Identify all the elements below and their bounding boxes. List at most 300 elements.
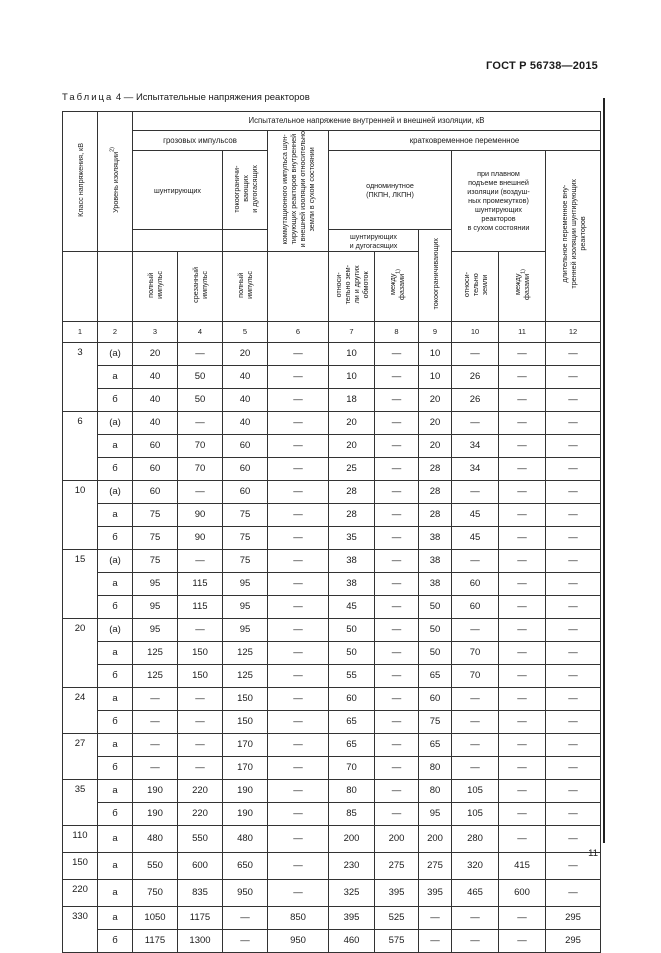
value-cell: 40 — [133, 388, 178, 411]
header-chopped-impulse: срезанный импульс — [178, 251, 223, 321]
insulation-level-cell: б — [98, 526, 133, 549]
value-cell: 95 — [419, 802, 452, 825]
table-row — [63, 687, 601, 710]
table-row — [63, 595, 601, 618]
value-cell: — — [375, 434, 419, 457]
value-cell: — — [499, 733, 546, 756]
value-cell: — — [178, 710, 223, 733]
table-row — [63, 503, 601, 526]
value-cell: 275 — [419, 852, 452, 879]
header-rel-ground: относи- тельно земли — [452, 251, 499, 321]
value-cell: — — [178, 480, 223, 503]
table-row — [63, 710, 601, 733]
value-cell: — — [546, 595, 601, 618]
value-cell: 60 — [223, 434, 268, 457]
value-cell: — — [178, 342, 223, 365]
header-class: Класс напряжения, кВ — [63, 112, 98, 252]
value-cell: — — [546, 434, 601, 457]
value-cell: — — [546, 879, 601, 906]
column-number: 9 — [419, 321, 452, 342]
value-cell: — — [133, 687, 178, 710]
value-cell: — — [546, 572, 601, 595]
value-cell: 190 — [223, 779, 268, 802]
value-cell: 75 — [419, 710, 452, 733]
value-cell: 50 — [419, 641, 452, 664]
value-cell: 28 — [419, 457, 452, 480]
value-cell: — — [375, 779, 419, 802]
value-cell: 150 — [178, 641, 223, 664]
value-cell: 550 — [178, 825, 223, 852]
value-cell: — — [268, 526, 329, 549]
value-cell: 600 — [499, 879, 546, 906]
value-cell: — — [452, 549, 499, 572]
value-cell: — — [546, 342, 601, 365]
table-row — [63, 480, 601, 503]
value-cell: — — [375, 687, 419, 710]
value-cell: 395 — [375, 879, 419, 906]
value-cell: — — [268, 641, 329, 664]
value-cell: — — [452, 756, 499, 779]
value-cell: 50 — [329, 618, 375, 641]
value-cell: — — [546, 802, 601, 825]
value-cell: 650 — [223, 852, 268, 879]
insulation-level-cell: а — [98, 434, 133, 457]
value-cell: 55 — [329, 664, 375, 687]
value-cell: — — [499, 595, 546, 618]
value-cell: — — [178, 549, 223, 572]
header-current-limiting-arc: токоограничи- вающих и дугогасящих — [223, 151, 268, 230]
value-cell: 325 — [329, 879, 375, 906]
value-cell: 45 — [452, 503, 499, 526]
value-cell: 26 — [452, 365, 499, 388]
insulation-level-cell: б — [98, 802, 133, 825]
value-cell: 85 — [329, 802, 375, 825]
value-cell: 750 — [133, 879, 178, 906]
value-cell: 1300 — [178, 929, 223, 952]
value-cell: — — [499, 641, 546, 664]
value-cell: — — [268, 365, 329, 388]
value-cell: — — [452, 906, 499, 929]
value-cell: 65 — [419, 733, 452, 756]
value-cell: — — [546, 710, 601, 733]
value-cell: 60 — [452, 572, 499, 595]
value-cell: — — [499, 434, 546, 457]
value-cell: 95 — [223, 618, 268, 641]
value-cell: 34 — [452, 457, 499, 480]
insulation-level-cell: (а) — [98, 618, 133, 641]
value-cell: — — [499, 549, 546, 572]
insulation-level-cell: (а) — [98, 549, 133, 572]
header-long-term: длительное переменное вну- тренней изоляции шунтирующих реакторов — [546, 151, 601, 322]
table-row — [63, 929, 601, 952]
value-cell: 200 — [419, 825, 452, 852]
value-cell: 20 — [329, 411, 375, 434]
value-cell: 65 — [329, 710, 375, 733]
voltage-class-cell: 27 — [63, 733, 98, 779]
value-cell: 150 — [223, 710, 268, 733]
value-cell: — — [268, 549, 329, 572]
value-cell: 20 — [329, 434, 375, 457]
value-cell: 200 — [329, 825, 375, 852]
value-cell: — — [268, 457, 329, 480]
value-cell: 105 — [452, 779, 499, 802]
value-cell: 60 — [133, 457, 178, 480]
header-between-phases-11: между фазами$^{1)}$ — [499, 251, 546, 321]
value-cell: 95 — [133, 595, 178, 618]
insulation-level-cell: (а) — [98, 411, 133, 434]
header-full-impulse: полный импульс — [133, 251, 178, 321]
value-cell: 10 — [419, 365, 452, 388]
value-cell: 850 — [268, 906, 329, 929]
value-cell: 460 — [329, 929, 375, 952]
value-cell: — — [546, 388, 601, 411]
voltage-class-cell: 6 — [63, 411, 98, 480]
table-row — [63, 802, 601, 825]
value-cell: 105 — [452, 802, 499, 825]
table-row — [63, 549, 601, 572]
value-cell: 20 — [419, 434, 452, 457]
value-cell: — — [375, 618, 419, 641]
value-cell: 295 — [546, 906, 601, 929]
value-cell: 125 — [223, 664, 268, 687]
value-cell: 28 — [329, 503, 375, 526]
insulation-level-cell: а — [98, 879, 133, 906]
value-cell: — — [223, 906, 268, 929]
value-cell: 395 — [419, 879, 452, 906]
value-cell: 190 — [133, 779, 178, 802]
test-voltage-table — [62, 111, 601, 953]
insulation-level-cell: а — [98, 503, 133, 526]
value-cell: 60 — [452, 595, 499, 618]
value-cell: 75 — [133, 503, 178, 526]
table-row — [63, 733, 601, 756]
value-cell: — — [546, 641, 601, 664]
insulation-level-cell: б — [98, 457, 133, 480]
value-cell: — — [452, 480, 499, 503]
column-number: 10 — [452, 321, 499, 342]
header-full-impulse-5: полный импульс — [223, 251, 268, 321]
value-cell: 125 — [133, 641, 178, 664]
value-cell: 10 — [329, 365, 375, 388]
insulation-level-cell: б — [98, 929, 133, 952]
value-cell: — — [268, 779, 329, 802]
value-cell: — — [268, 802, 329, 825]
value-cell: 95 — [133, 618, 178, 641]
value-cell: 45 — [452, 526, 499, 549]
value-cell: 125 — [133, 664, 178, 687]
value-cell: 115 — [178, 595, 223, 618]
voltage-class-cell: 35 — [63, 779, 98, 825]
value-cell: 415 — [499, 852, 546, 879]
value-cell: — — [375, 457, 419, 480]
value-cell: 1050 — [133, 906, 178, 929]
value-cell: 38 — [419, 526, 452, 549]
value-cell: 40 — [133, 411, 178, 434]
value-cell: 220 — [178, 779, 223, 802]
value-cell: 18 — [329, 388, 375, 411]
value-cell: — — [268, 756, 329, 779]
value-cell: 40 — [223, 388, 268, 411]
voltage-class-cell: 20 — [63, 618, 98, 687]
value-cell: — — [452, 411, 499, 434]
value-cell: 75 — [223, 526, 268, 549]
value-cell: 60 — [419, 687, 452, 710]
value-cell: 20 — [223, 342, 268, 365]
value-cell: 60 — [133, 480, 178, 503]
value-cell: — — [268, 595, 329, 618]
value-cell: — — [499, 480, 546, 503]
table-row — [63, 906, 601, 929]
value-cell: — — [546, 664, 601, 687]
value-cell: — — [268, 503, 329, 526]
table-row — [63, 526, 601, 549]
value-cell: — — [268, 434, 329, 457]
voltage-class-cell: 330 — [63, 906, 98, 952]
header-shunting: шунтирующих — [133, 151, 223, 230]
value-cell: 28 — [329, 480, 375, 503]
insulation-level-cell: (а) — [98, 480, 133, 503]
header-current-limiting: токоограничивающих — [419, 230, 452, 321]
value-cell: — — [499, 618, 546, 641]
table-row — [63, 342, 601, 365]
table-row — [63, 852, 601, 879]
value-cell: 125 — [223, 641, 268, 664]
table-row — [63, 879, 601, 906]
value-cell: — — [499, 664, 546, 687]
column-number: 5 — [223, 321, 268, 342]
value-cell: 25 — [329, 457, 375, 480]
value-cell: 70 — [452, 664, 499, 687]
value-cell: 50 — [329, 641, 375, 664]
insulation-level-cell: б — [98, 388, 133, 411]
value-cell: 295 — [546, 929, 601, 952]
value-cell: — — [268, 664, 329, 687]
value-cell: 170 — [223, 756, 268, 779]
value-cell: — — [452, 733, 499, 756]
insulation-level-cell: а — [98, 779, 133, 802]
value-cell: 28 — [419, 480, 452, 503]
value-cell: 950 — [223, 879, 268, 906]
value-cell: — — [268, 710, 329, 733]
table-row — [63, 388, 601, 411]
value-cell: — — [499, 779, 546, 802]
value-cell: 80 — [329, 779, 375, 802]
voltage-class-cell: 15 — [63, 549, 98, 618]
value-cell: — — [375, 710, 419, 733]
value-cell: — — [375, 572, 419, 595]
value-cell: 1175 — [178, 906, 223, 929]
value-cell: — — [452, 710, 499, 733]
value-cell: — — [499, 526, 546, 549]
header-rel-ground-windings: относи- тельно зем- ли и других обмоток — [329, 251, 375, 321]
value-cell: — — [499, 687, 546, 710]
value-cell: — — [375, 526, 419, 549]
value-cell: — — [546, 549, 601, 572]
value-cell: 550 — [133, 852, 178, 879]
value-cell: — — [546, 480, 601, 503]
insulation-level-cell: б — [98, 756, 133, 779]
value-cell: 75 — [223, 503, 268, 526]
caption-label: Таблица — [62, 92, 114, 103]
voltage-class-cell: 150 — [63, 852, 98, 879]
value-cell: 26 — [452, 388, 499, 411]
value-cell: — — [499, 802, 546, 825]
value-cell: 200 — [375, 825, 419, 852]
voltage-class-cell: 10 — [63, 480, 98, 549]
column-number: 12 — [546, 321, 601, 342]
value-cell: — — [452, 929, 499, 952]
value-cell: — — [268, 572, 329, 595]
value-cell: 20 — [419, 411, 452, 434]
value-cell: — — [178, 733, 223, 756]
value-cell: 1175 — [133, 929, 178, 952]
table-row — [63, 457, 601, 480]
value-cell: 90 — [178, 526, 223, 549]
insulation-level-cell: б — [98, 595, 133, 618]
value-cell: 50 — [178, 388, 223, 411]
value-cell: — — [499, 825, 546, 852]
value-cell: — — [419, 929, 452, 952]
value-cell: — — [375, 641, 419, 664]
insulation-level-cell: а — [98, 641, 133, 664]
insulation-level-cell: а — [98, 825, 133, 852]
value-cell: — — [375, 595, 419, 618]
value-cell: — — [546, 779, 601, 802]
header-lightning: грозовых импульсов — [133, 131, 268, 151]
value-cell: 75 — [223, 549, 268, 572]
margin-rule — [603, 98, 605, 843]
insulation-level-cell: а — [98, 572, 133, 595]
value-cell: — — [499, 756, 546, 779]
value-cell: 40 — [133, 365, 178, 388]
column-number: 8 — [375, 321, 419, 342]
table-row — [63, 756, 601, 779]
value-cell: — — [499, 365, 546, 388]
value-cell: — — [375, 549, 419, 572]
value-cell: — — [375, 480, 419, 503]
voltage-class-cell: 110 — [63, 825, 98, 852]
header-smooth-rise: при плавном подъеме внешней изоляции (воздуш- ных промежутков) шунтирующих реакторов в сухом состоянии — [452, 151, 546, 252]
value-cell: — — [268, 733, 329, 756]
value-cell: — — [546, 526, 601, 549]
value-cell: — — [546, 411, 601, 434]
value-cell: — — [268, 687, 329, 710]
header-between-phases: между фазами$^{1)}$ — [375, 251, 419, 321]
table-row — [63, 825, 601, 852]
value-cell: — — [133, 756, 178, 779]
value-cell: 38 — [419, 572, 452, 595]
value-cell: — — [546, 852, 601, 879]
gost-header: ГОСТ Р 56738—2015 — [486, 60, 598, 72]
value-cell: — — [546, 618, 601, 641]
value-cell: 480 — [133, 825, 178, 852]
value-cell: — — [499, 342, 546, 365]
value-cell: — — [499, 572, 546, 595]
value-cell: — — [419, 906, 452, 929]
value-cell: — — [499, 457, 546, 480]
value-cell: 45 — [329, 595, 375, 618]
value-cell: — — [178, 756, 223, 779]
value-cell: 190 — [223, 802, 268, 825]
value-cell: 70 — [452, 641, 499, 664]
value-cell: — — [133, 733, 178, 756]
value-cell: — — [499, 710, 546, 733]
value-cell: 525 — [375, 906, 419, 929]
value-cell: 75 — [133, 526, 178, 549]
value-cell: 150 — [223, 687, 268, 710]
value-cell: — — [546, 756, 601, 779]
value-cell: — — [178, 618, 223, 641]
page-number: 11 — [588, 848, 598, 859]
value-cell: 70 — [329, 756, 375, 779]
value-cell: 50 — [419, 595, 452, 618]
value-cell: 395 — [329, 906, 375, 929]
insulation-level-cell: б — [98, 710, 133, 733]
value-cell: 170 — [223, 733, 268, 756]
value-cell: 35 — [329, 526, 375, 549]
insulation-level-cell: а — [98, 365, 133, 388]
column-number: 3 — [133, 321, 178, 342]
header-one-minute: одноминутное (ПКПН, ЛКПН) — [329, 151, 452, 230]
value-cell: 320 — [452, 852, 499, 879]
insulation-level-cell: а — [98, 906, 133, 929]
caption-text: 4 — Испытательные напряжения реакторов — [113, 92, 310, 103]
value-cell: 95 — [223, 595, 268, 618]
insulation-level-cell: а — [98, 733, 133, 756]
value-cell: 50 — [419, 618, 452, 641]
value-cell: 60 — [133, 434, 178, 457]
value-cell: 70 — [178, 457, 223, 480]
value-cell: — — [452, 618, 499, 641]
table-row — [63, 572, 601, 595]
table-caption — [62, 92, 310, 103]
header-switching: коммутационного импульса шун- тирующих реакторов внутренней и внешней изоляции относительно земли в сухом состоянии — [268, 131, 329, 252]
insulation-level-cell: (а) — [98, 342, 133, 365]
value-cell: — — [546, 457, 601, 480]
value-cell: — — [546, 365, 601, 388]
column-number: 2 — [98, 321, 133, 342]
column-number: 11 — [499, 321, 546, 342]
value-cell: — — [268, 852, 329, 879]
value-cell: — — [452, 342, 499, 365]
value-cell: — — [178, 687, 223, 710]
value-cell: — — [268, 342, 329, 365]
table-row — [63, 365, 601, 388]
table-row — [63, 779, 601, 802]
value-cell: 60 — [223, 457, 268, 480]
column-number-row — [63, 321, 601, 342]
column-number: 1 — [63, 321, 98, 342]
value-cell: — — [546, 687, 601, 710]
value-cell: — — [375, 342, 419, 365]
value-cell: 950 — [268, 929, 329, 952]
column-number: 7 — [329, 321, 375, 342]
value-cell: 95 — [223, 572, 268, 595]
table-row — [63, 641, 601, 664]
value-cell: 90 — [178, 503, 223, 526]
insulation-level-cell: б — [98, 664, 133, 687]
value-cell: 38 — [329, 572, 375, 595]
value-cell: 220 — [178, 802, 223, 825]
value-cell: — — [133, 710, 178, 733]
value-cell: — — [499, 503, 546, 526]
value-cell: — — [499, 906, 546, 929]
value-cell: 465 — [452, 879, 499, 906]
value-cell: 115 — [178, 572, 223, 595]
header-test-voltage: Испытательное напряжение внутренней и внешней изоляции, кВ — [133, 112, 601, 131]
value-cell: 190 — [133, 802, 178, 825]
value-cell: — — [375, 664, 419, 687]
